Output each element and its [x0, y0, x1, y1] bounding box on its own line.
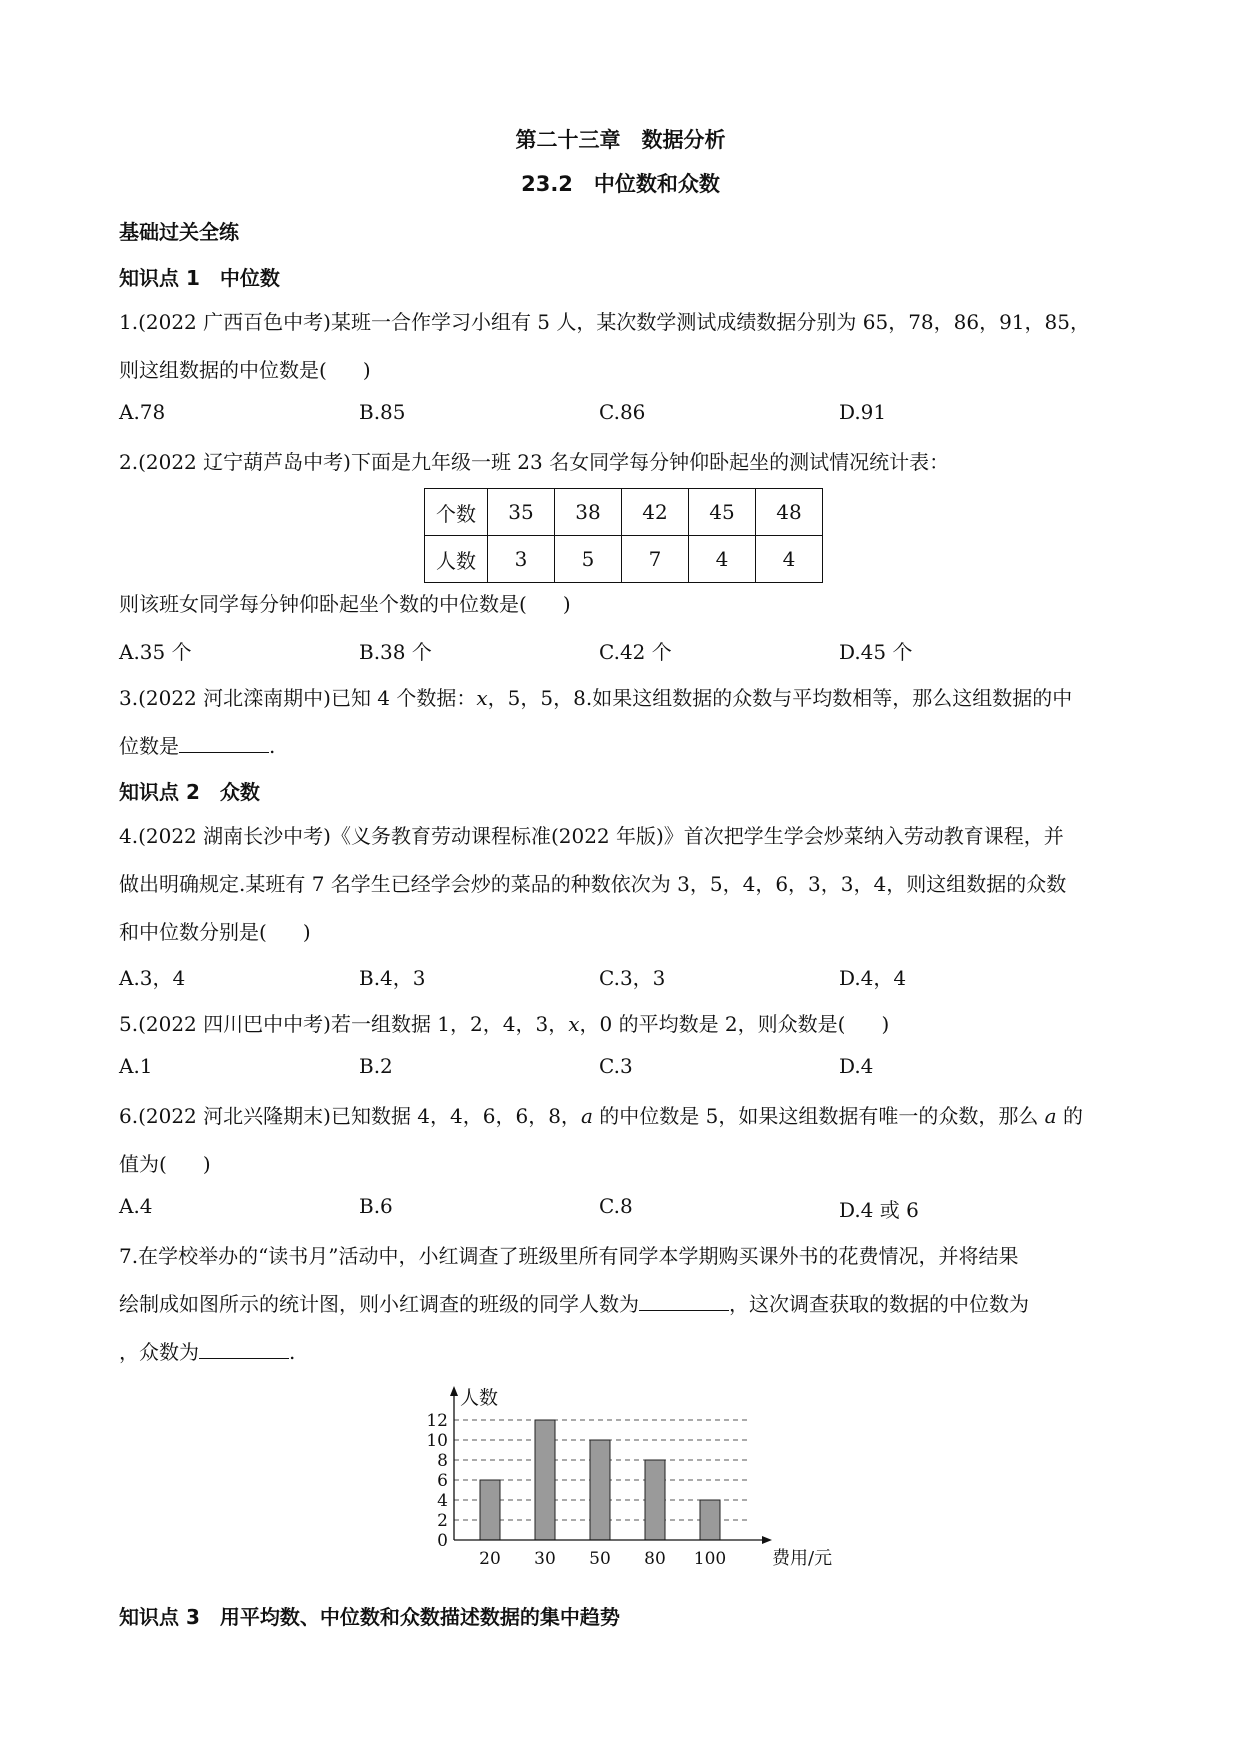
bar	[590, 1440, 610, 1540]
q6-option-d: D.4 或 6	[839, 1198, 919, 1222]
q3-line2	[119, 730, 1129, 759]
q1-options	[119, 400, 1119, 428]
knowledge-point-2: 知识点 2 众数	[119, 780, 260, 804]
q1-option-a: A.78	[119, 400, 166, 424]
q5-option-b: B.2	[359, 1054, 393, 1078]
situp-stats-table	[424, 488, 823, 583]
table-cell: 3	[488, 536, 555, 583]
q4-line3	[119, 916, 1129, 945]
bar	[535, 1420, 555, 1540]
x-tick-label: 100	[693, 1549, 727, 1569]
q2-line2	[119, 588, 1129, 617]
q6-text-c: 的	[1056, 1104, 1083, 1128]
q1-paren-close: )	[362, 358, 371, 382]
q2-paren-close: )	[562, 592, 571, 616]
q6-options	[119, 1194, 1119, 1222]
spending-bar-chart	[420, 1382, 833, 1569]
bar	[700, 1500, 720, 1540]
q3-line1	[119, 682, 1129, 711]
q4-option-c: C.3，3	[599, 966, 666, 990]
q6-paren-close: )	[202, 1152, 211, 1176]
table-cell: 7	[622, 536, 689, 583]
y-tick-label: 10	[426, 1431, 448, 1451]
q7-period: .	[289, 1340, 296, 1364]
q6-text-a: 6.(2022 河北兴隆期末)已知数据 4，4，6，6，8，	[119, 1104, 581, 1128]
q6-option-b: B.6	[359, 1194, 393, 1218]
q1-line1: 1.(2022 广西百色中考)某班一合作学习小组有 5 人，某次数学测试成绩数据分别为 65，78，86，91，85，	[119, 310, 1090, 334]
q2-options	[119, 636, 1119, 664]
x-tick-label: 30	[534, 1549, 556, 1569]
q2-stem-end: 则该班女同学每分钟仰卧起坐个数的中位数是(	[119, 592, 527, 616]
section-title: 23.2 中位数和众数	[521, 172, 720, 196]
q4-option-d: D.4，4	[839, 966, 907, 990]
y-tick-label: 12	[426, 1411, 448, 1431]
q7-blank-count[interactable]	[639, 1292, 729, 1311]
q5-text-b: ，0 的平均数是 2，则众数是(	[579, 1012, 846, 1036]
y-tick-label: 6	[437, 1471, 448, 1491]
q5-options	[119, 1054, 1119, 1082]
x-tick-label: 80	[644, 1549, 666, 1569]
q3-answer-blank[interactable]	[179, 734, 269, 753]
q5-variable-x: x	[568, 1012, 580, 1036]
chapter-title: 第二十三章 数据分析	[515, 128, 726, 152]
q1-line2	[119, 354, 1129, 383]
q2-option-d: D.45 个	[839, 640, 913, 664]
q5-line1	[119, 1008, 1129, 1037]
q5-option-c: C.3	[599, 1054, 633, 1078]
bar	[480, 1480, 500, 1540]
q3-text-a: 3.(2022 河北滦南期中)已知 4 个数据：	[119, 686, 477, 710]
q5-option-d: D.4	[839, 1054, 874, 1078]
table-cell: 42	[622, 489, 689, 536]
q6-option-a: A.4	[119, 1194, 153, 1218]
q6-text-b: 的中位数是 5，如果这组数据有唯一的众数，那么	[592, 1104, 1045, 1128]
q6-option-c: C.8	[599, 1194, 633, 1218]
x-tick-label: 50	[589, 1549, 611, 1569]
q7-line3	[119, 1336, 1129, 1365]
q7-text-c: ，众数为	[119, 1340, 199, 1364]
row-head-people: 人数	[425, 536, 488, 583]
q6-variable-a: a	[580, 1104, 593, 1128]
table-cell: 35	[488, 489, 555, 536]
y-axis-arrow	[450, 1386, 458, 1396]
q7-line1: 7.在学校举办的“读书月”活动中，小红调查了班级里所有同学本学期购买课外书的花费情况，并将结果	[119, 1244, 1019, 1268]
x-tick-label: 20	[479, 1549, 501, 1569]
part-heading: 基础过关全练	[119, 220, 239, 244]
x-axis-arrow	[762, 1536, 772, 1544]
q5-text-a: 5.(2022 四川巴中中考)若一组数据 1，2，4，3，	[119, 1012, 569, 1036]
q1-option-c: C.86	[599, 400, 646, 424]
y-axis-label: 人数	[460, 1387, 499, 1409]
q4-options	[119, 962, 1119, 990]
q4-stem-end: 和中位数分别是(	[119, 920, 267, 944]
chart-labels	[426, 1387, 832, 1569]
table-cell: 4	[689, 536, 756, 583]
q6-stem-end: 值为(	[119, 1152, 167, 1176]
q1-option-b: B.85	[359, 400, 406, 424]
q4-paren-close: )	[302, 920, 311, 944]
q7-text-b: ，这次调查获取的数据的中位数为	[729, 1292, 1029, 1316]
table-cell: 38	[555, 489, 622, 536]
table-cell: 45	[689, 489, 756, 536]
bar	[645, 1460, 665, 1540]
q5-option-a: A.1	[119, 1054, 153, 1078]
knowledge-point-3: 知识点 3 用平均数、中位数和众数描述数据的集中趋势	[119, 1605, 620, 1629]
q6-line1	[119, 1100, 1129, 1129]
knowledge-point-1: 知识点 1 中位数	[119, 266, 280, 290]
q4-line2: 做出明确规定.某班有 7 名学生已经学会炒的菜品的种数依次为 3，5，4，6，3，3，4，则这组数据的众数	[119, 872, 1067, 896]
table-row	[425, 489, 823, 536]
table-row	[425, 536, 823, 583]
q3-text-b: ，5，5，8.如果这组数据的众数与平均数相等，那么这组数据的中	[487, 686, 1073, 710]
q2-option-a: A.35 个	[119, 640, 192, 664]
y-tick-label: 4	[437, 1491, 448, 1511]
q1-option-d: D.91	[839, 400, 887, 424]
q1-stem-end: 则这组数据的中位数是(	[119, 358, 327, 382]
y-tick-label: 0	[437, 1531, 448, 1551]
q6-variable-a-2: a	[1044, 1104, 1057, 1128]
q7-blank-mode[interactable]	[199, 1340, 289, 1359]
q3-period: .	[269, 734, 276, 758]
q5-paren-close: )	[881, 1012, 890, 1036]
q4-line1: 4.(2022 湖南长沙中考)《义务教育劳动课程标准(2022 年版)》首次把学生学会炒菜纳入劳动教育课程，并	[119, 824, 1064, 848]
q2-line1: 2.(2022 辽宁葫芦岛中考)下面是九年级一班 23 名女同学每分钟仰卧起坐的测试情况统计表：	[119, 450, 950, 474]
y-tick-label: 8	[437, 1451, 448, 1471]
q3-variable-x: x	[476, 686, 488, 710]
y-tick-label: 2	[437, 1511, 448, 1531]
q4-option-a: A.3，4	[119, 966, 186, 990]
x-axis-label: 费用/元	[772, 1548, 833, 1569]
q2-option-b: B.38 个	[359, 640, 432, 664]
q7-line2	[119, 1288, 1129, 1317]
q6-line2	[119, 1148, 1129, 1177]
table-cell: 5	[555, 536, 622, 583]
q3-stem-end: 位数是	[119, 734, 179, 758]
q2-option-c: C.42 个	[599, 640, 672, 664]
row-head-count: 个数	[425, 489, 488, 536]
table-cell: 48	[756, 489, 823, 536]
q4-option-b: B.4，3	[359, 966, 426, 990]
q7-text-a: 绘制成如图所示的统计图，则小红调查的班级的同学人数为	[119, 1292, 639, 1316]
table-cell: 4	[756, 536, 823, 583]
